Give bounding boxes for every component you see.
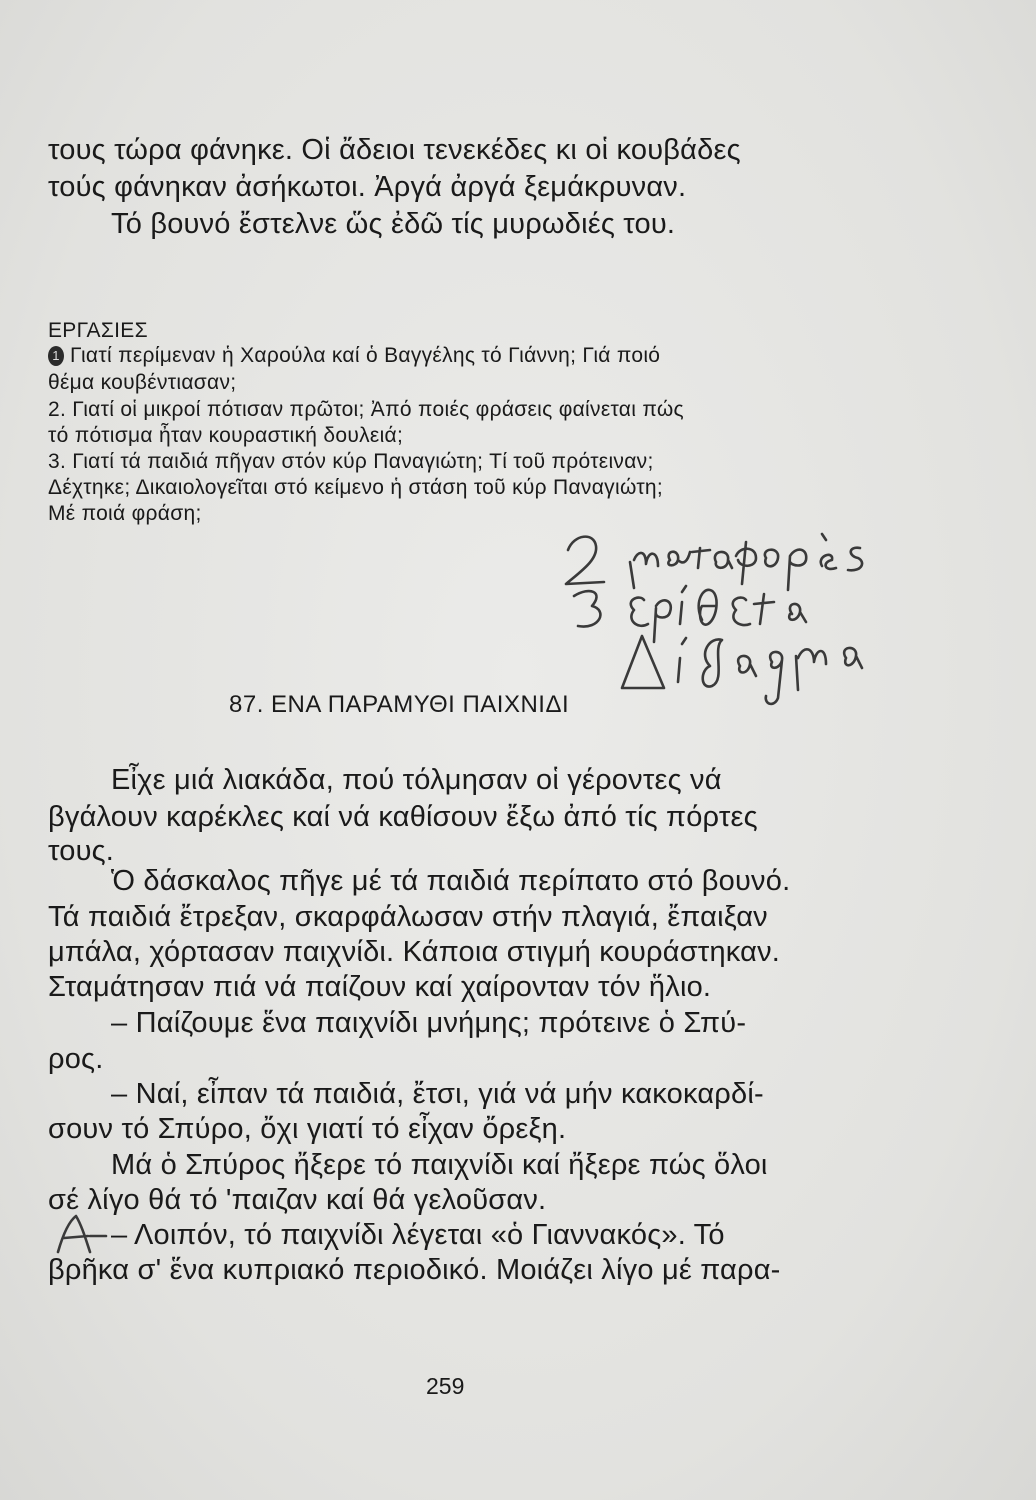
- text-line: τους.: [48, 835, 115, 867]
- text-line: μπάλα, χόρτασαν παιχνίδι. Κάποια στιγμή κουράστηκαν.: [48, 936, 781, 968]
- exercise-line: [48, 344, 660, 368]
- exercise-line: τό πότισμα ἦταν κουραστική δουλειά;: [48, 424, 404, 447]
- exercise-text: Γιατί περίμεναν ἡ Χαρούλα καί ὁ Βαγγέλης τό Γιάννη; Γιά ποιό: [70, 344, 661, 367]
- text-line: σέ λίγο θά τό 'παιζαν καί θά γελοῦσαν.: [48, 1184, 547, 1216]
- text-line: – Παίζουμε ἕνα παιχνίδι μνήμης; πρότεινε ὁ Σπύ-: [111, 1007, 747, 1039]
- text-line: Σταμάτησαν πιά νά παίζουν καί χαίρονταν τόν ἥλιο.: [48, 971, 712, 1003]
- text-line: Εἶχε μιά λιακάδα, πού τόλμησαν οἱ γέροντες νά: [111, 764, 722, 796]
- exercise-line: 3. Γιατί τά παιδιά πῆγαν στόν κύρ Παναγιώτη; Τί τοῦ πρότειναν;: [48, 450, 654, 473]
- exercise-line: θέμα κουβέντιασαν;: [48, 371, 237, 394]
- text-line: βγάλουν καρέκλες καί νά καθίσουν ἔξω ἀπό τίς πόρτες: [48, 801, 758, 833]
- text-line: Ὁ δάσκαλος πῆγε μέ τά παιδιά περίπατο στό βουνό.: [111, 865, 791, 897]
- page-number: 259: [426, 1373, 465, 1399]
- text-line: τους τώρα φάνηκε. Οἱ ἄδειοι τενεκέδες κι οἱ κουβάδες: [48, 134, 741, 166]
- exercise-line: 2. Γιατί οἱ μικροί πότισαν πρῶτοι; Ἀπό ποιές φράσεις φαίνεται πώς: [48, 398, 684, 421]
- handwritten-margin-mark: [50, 1208, 110, 1258]
- exercise-number-badge: 1: [48, 346, 64, 366]
- text-line: τούς φάνηκαν ἀσήκωτοι. Ἀργά ἀργά ξεμάκρυναν.: [48, 171, 687, 203]
- text-line: σουν τό Σπύρο, ὄχι γιατί τό εἶχαν ὄρεξη.: [48, 1113, 567, 1145]
- text-line: ρος.: [48, 1043, 104, 1075]
- text-line: Τά παιδιά ἔτρεξαν, σκαρφάλωσαν στήν πλαγιά, ἔπαιξαν: [48, 901, 768, 933]
- text-line: Μά ὁ Σπύρος ἤξερε τό παιχνίδι καί ἤξερε πώς ὅλοι: [111, 1149, 768, 1181]
- handwritten-annotation: [560, 520, 940, 720]
- text-line: – Ναί, εἶπαν τά παιδιά, ἔτσι, γιά νά μήν κακοκαρδί-: [111, 1078, 764, 1110]
- exercise-line: Δέχτηκε; Δικαιολογεῖται στό κείμενο ἡ στάση τοῦ κύρ Παναγιώτη;: [48, 476, 664, 499]
- exercise-line: Μέ ποιά φράση;: [48, 502, 202, 525]
- text-line: Τό βουνό ἔστελνε ὥς ἐδῶ τίς μυρωδιές του.: [111, 208, 676, 240]
- text-line: – Λοιπόν, τό παιχνίδι λέγεται «ὁ Γιαννακός». Τό: [111, 1219, 725, 1251]
- chapter-title: 87. ΕΝΑ ΠΑΡΑΜΥΘΙ ΠΑΙΧΝΙΔΙ: [229, 691, 570, 718]
- text-line: βρῆκα σ' ἕνα κυπριακό περιοδικό. Μοιάζει λίγο μέ παρα-: [48, 1254, 781, 1286]
- exercises-heading: ΕΡΓΑΣΙΕΣ: [48, 319, 148, 342]
